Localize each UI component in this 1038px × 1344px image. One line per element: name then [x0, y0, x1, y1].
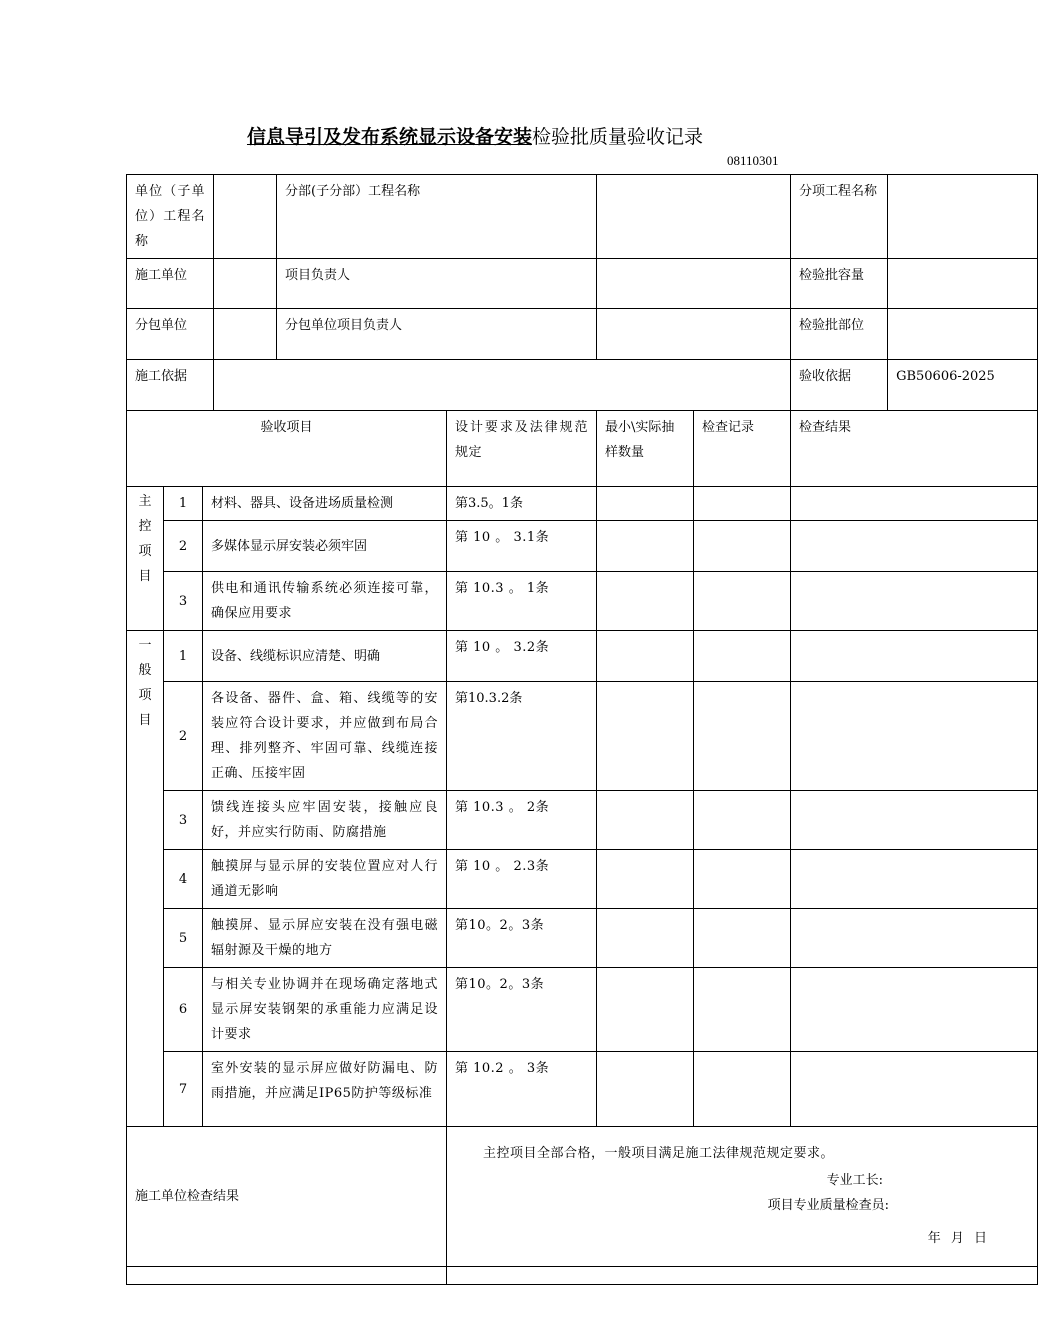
- general-item-text: 触摸屏与显示屏的安装位置应对人行通道无影响: [203, 850, 447, 909]
- general-item-no: 6: [164, 968, 203, 1052]
- general-item-no: 5: [164, 909, 203, 968]
- date-line: 年 月 日: [927, 1231, 988, 1246]
- inspector-signature-label: 项目专业质量检查员:: [767, 1198, 890, 1213]
- general-item-clause: 第10。2。3条: [447, 968, 597, 1052]
- general-item-sample[interactable]: [597, 631, 694, 682]
- general-item-record[interactable]: [694, 791, 791, 850]
- general-item-no: 1: [164, 631, 203, 682]
- general-item-text: 与相关专业协调并在现场确定落地式显示屏安装钢架的承重能力应满足设计要求: [203, 968, 447, 1052]
- main-item-sample[interactable]: [597, 487, 694, 521]
- general-item-sample[interactable]: [597, 968, 694, 1052]
- general-label: 一般项目: [127, 631, 164, 1127]
- batch-capacity-value[interactable]: [888, 259, 1038, 309]
- general-item-clause: 第 10 。 3.2条: [447, 631, 597, 682]
- general-item-clause: 第 10.2 。 3条: [447, 1052, 597, 1127]
- general-item-sample[interactable]: [597, 1052, 694, 1127]
- form-code: 08110301: [727, 153, 779, 168]
- general-item-no: 3: [164, 791, 203, 850]
- general-item-text: 各设备、器件、盒、箱、线缆等的安装应符合设计要求，并应做到布局合理、排列整齐、牢固可靠、线缆连接正确、压接牢固: [203, 682, 447, 791]
- constructor-label: 施工单位: [127, 259, 214, 309]
- main-item-result[interactable]: [791, 572, 1038, 631]
- general-item-text: 馈线连接头应牢固安装，接触应良好，并应实行防雨、防腐措施: [203, 791, 447, 850]
- general-item-text: 设备、线缆标识应清楚、明确: [203, 631, 447, 682]
- title-bold-part: 信息导引及发布系统显示设备安装: [246, 126, 532, 148]
- main-item-text: 多媒体显示屏安装必须牢固: [203, 521, 447, 572]
- general-item-record[interactable]: [694, 909, 791, 968]
- col-sample-count: 最小\实际抽样数量: [597, 411, 694, 487]
- sub-lead-label: 分包单位项目负责人: [277, 309, 597, 360]
- general-item-result[interactable]: [791, 850, 1038, 909]
- general-item-sample[interactable]: [597, 682, 694, 791]
- foreman-signature-label: 专业工长:: [826, 1173, 884, 1188]
- main-control-label: 主控项目: [127, 487, 164, 631]
- batch-location-label: 检验批部位: [791, 309, 888, 360]
- col-check-result: 检查结果: [791, 411, 1038, 487]
- subcontractor-label: 分包单位: [127, 309, 214, 360]
- batch-capacity-label: 检验批容量: [791, 259, 888, 309]
- inspection-label: 施工单位检查结果: [127, 1127, 447, 1267]
- acceptance-table: [126, 174, 1038, 1285]
- main-item-sample[interactable]: [597, 521, 694, 572]
- main-item-record[interactable]: [694, 487, 791, 521]
- general-item-text: 室外安装的显示屏应做好防漏电、防雨措施，并应满足IP65防护等级标准: [203, 1052, 447, 1127]
- sub-project-value[interactable]: [597, 175, 791, 259]
- general-item-clause: 第10.3.2条: [447, 682, 597, 791]
- project-lead-value[interactable]: [597, 259, 791, 309]
- unit-name-label: 单位（子单位）工程名称: [127, 175, 214, 259]
- col-check-record: 检查记录: [694, 411, 791, 487]
- general-item-result[interactable]: [791, 1052, 1038, 1127]
- general-item-result[interactable]: [791, 909, 1038, 968]
- general-item-clause: 第10。2。3条: [447, 909, 597, 968]
- acceptance-basis-label: 验收依据: [791, 360, 888, 411]
- main-item-clause: 第3.5。1条: [447, 487, 597, 521]
- general-item-text: 触摸屏、显示屏应安装在没有强电磁辐射源及干燥的地方: [203, 909, 447, 968]
- general-item-sample[interactable]: [597, 850, 694, 909]
- general-item-record[interactable]: [694, 850, 791, 909]
- main-item-clause: 第 10 。 3.1条: [447, 521, 597, 572]
- main-item-record[interactable]: [694, 521, 791, 572]
- general-item-record[interactable]: [694, 968, 791, 1052]
- general-item-record[interactable]: [694, 631, 791, 682]
- general-item-record[interactable]: [694, 1052, 791, 1127]
- main-item-text: 材料、器具、设备进场质量检测: [203, 487, 447, 521]
- unit-name-value[interactable]: [214, 175, 277, 259]
- subcontractor-value[interactable]: [214, 309, 277, 360]
- document-title: [0, 124, 950, 150]
- item-project-label: 分项工程名称: [791, 175, 888, 259]
- general-item-result[interactable]: [791, 791, 1038, 850]
- batch-location-value[interactable]: [888, 309, 1038, 360]
- col-acceptance-item: 验收项目: [127, 411, 447, 487]
- acceptance-basis-value: GB50606-2025: [888, 360, 1038, 411]
- main-item-no: 3: [164, 572, 203, 631]
- main-item-clause: 第 10.3 。 1条: [447, 572, 597, 631]
- inspection-conclusion: 主控项目全部合格，一般项目满足施工法律规范规定要求。: [483, 1146, 835, 1161]
- title-rest-part: 检验批质量验收记录: [532, 126, 704, 148]
- general-item-clause: 第 10.3 。 2条: [447, 791, 597, 850]
- general-item-clause: 第 10 。 2.3条: [447, 850, 597, 909]
- constructor-value[interactable]: [214, 259, 277, 309]
- general-item-no: 4: [164, 850, 203, 909]
- sub-lead-value[interactable]: [597, 309, 791, 360]
- main-item-text: 供电和通讯传输系统必须连接可靠，确保应用要求: [203, 572, 447, 631]
- sub-project-label: 分部(子分部）工程名称: [277, 175, 597, 259]
- general-item-record[interactable]: [694, 682, 791, 791]
- inspection-result-cell: [447, 1127, 1038, 1267]
- general-item-result[interactable]: [791, 968, 1038, 1052]
- general-item-sample[interactable]: [597, 791, 694, 850]
- item-project-value[interactable]: [888, 175, 1038, 259]
- construction-basis-label: 施工依据: [127, 360, 214, 411]
- general-item-sample[interactable]: [597, 909, 694, 968]
- main-item-result[interactable]: [791, 487, 1038, 521]
- main-item-result[interactable]: [791, 521, 1038, 572]
- general-item-result[interactable]: [791, 631, 1038, 682]
- construction-basis-value[interactable]: [214, 360, 791, 411]
- main-item-record[interactable]: [694, 572, 791, 631]
- general-item-no: 7: [164, 1052, 203, 1127]
- footer-right-cell: [447, 1267, 1038, 1285]
- main-item-sample[interactable]: [597, 572, 694, 631]
- project-lead-label: 项目负责人: [277, 259, 597, 309]
- general-item-no: 2: [164, 682, 203, 791]
- general-item-result[interactable]: [791, 682, 1038, 791]
- main-item-no: 1: [164, 487, 203, 521]
- footer-left-cell: [127, 1267, 447, 1285]
- main-item-no: 2: [164, 521, 203, 572]
- col-design-requirement: 设计要求及法律规范规定: [447, 411, 597, 487]
